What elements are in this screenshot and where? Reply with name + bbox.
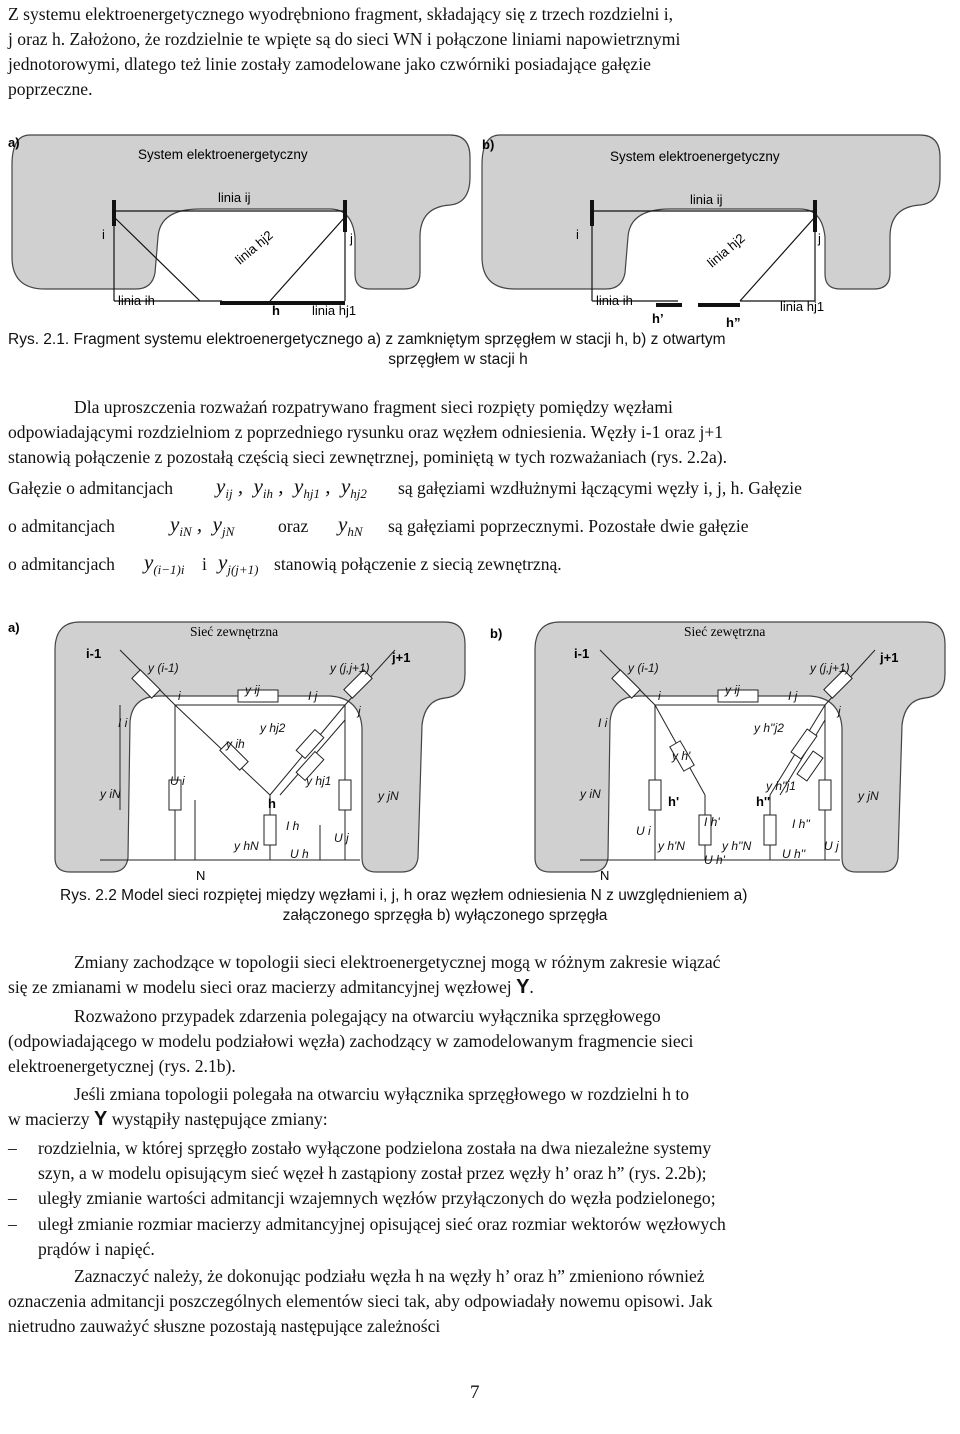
svg-text:I h: I h <box>286 819 300 833</box>
body-line: o admitancjach <box>8 516 115 536</box>
body-line: stanowią połączenie z pozostałą częścią sieci zewnętrznej, pominiętą w tych rozważaniach (rys. 2.2a). <box>8 447 728 467</box>
node-label: h' <box>668 794 680 809</box>
bullet-dash: – <box>8 1214 17 1234</box>
list-line: uległy zmianie wartości admitancji wzajemnych węzłów przyłączonych do węzła podzielonego; <box>38 1188 716 1208</box>
node-label: N <box>600 868 610 883</box>
admittance-formula: $y_{iN}$ , $y_{jN}$ <box>170 512 235 539</box>
figure-2-1 <box>0 125 960 335</box>
admittance-formula: $y_{(i-1)i}$ <box>144 550 185 577</box>
svg-text:U h': U h' <box>704 853 725 867</box>
line-label: linia ij <box>218 190 251 205</box>
svg-text:y iN: y iN <box>100 787 121 801</box>
panel-label: a) <box>8 135 20 150</box>
list-item <box>38 1212 894 1262</box>
svg-text:y h''j1: y h''j1 <box>766 779 796 793</box>
node-label: j <box>818 231 821 246</box>
svg-text:I i: I i <box>118 716 128 730</box>
caption-text: Fragment systemu elektroenergetycznego a) z zamkniętym sprzęgłem w stacji h, b) z otwartym <box>69 331 726 348</box>
svg-text:y ij: y ij <box>245 683 260 697</box>
svg-text:y hj2: y hj2 <box>260 721 286 735</box>
svg-text:y hj1: y hj1 <box>306 774 332 788</box>
svg-text:j: j <box>838 704 841 718</box>
list-line: rozdzielnia, w której sprzęgło zostało wyłączone podzielona została na dwa niezależne systemy <box>38 1138 712 1158</box>
svg-text:i: i <box>658 689 661 703</box>
body-line: Zaznaczyć należy, że dokonując podziału węzła h na węzły h’ oraz h” zmieniono również <box>74 1266 705 1286</box>
node-label: i-1 <box>574 646 590 661</box>
body-paragraph <box>8 1004 894 1079</box>
body-line: oznaczenia admitancji poszczególnych elementów sieci tak, aby odpowiadały nowemu opisowi. Jak <box>8 1291 713 1311</box>
caption-text: załączonego sprzęgła b) wyłączonego sprzęgła <box>282 907 608 924</box>
matrix-symbol: Y <box>516 976 530 998</box>
line-label: linia hj1 <box>780 299 825 314</box>
svg-text:y h'N: y h'N <box>658 839 685 853</box>
admittance-formula: $y_{hN}$ <box>338 512 363 539</box>
node-label: h” <box>726 315 741 330</box>
body-paragraph <box>8 1264 894 1339</box>
panel-label: b) <box>490 626 503 641</box>
svg-text:y (j,j+1): y (j,j+1) <box>330 661 370 675</box>
list-item <box>38 1186 894 1211</box>
svg-text:y iN: y iN <box>580 787 601 801</box>
node-label: i <box>102 227 105 242</box>
panel-label: b) <box>482 137 495 152</box>
svg-text:I i: I i <box>598 716 608 730</box>
intro-line: Z systemu elektroenergetycznego wyodrębniono fragment, składający się z trzech rozdzielni i, <box>8 4 674 24</box>
svg-text:U j: U j <box>334 831 349 845</box>
svg-text:I h': I h' <box>704 815 720 829</box>
svg-text:y (i-1): y (i-1) <box>148 661 179 675</box>
svg-text:y h''j2: y h''j2 <box>754 721 784 735</box>
intro-line: j oraz h. Założono, że rozdzielnie te wpięte są do sieci WN i połączone liniami napowietrznymi <box>8 29 681 49</box>
list-line: szyn, a w modelu opisującym sieć węzeł h zastąpiony został przez węzły h’ oraz h” (rys. 2.2b); <box>38 1163 707 1183</box>
panel-label: a) <box>8 620 20 635</box>
admittance-formula: $y_{j(j+1)}$ <box>218 550 259 577</box>
matrix-symbol: Y <box>93 1108 108 1130</box>
svg-text:j: j <box>358 704 361 718</box>
svg-text:y hN: y hN <box>234 839 259 853</box>
bullet-dash: – <box>8 1138 17 1158</box>
system-label: System elektroenergetyczny <box>138 147 308 162</box>
body-line: (odpowiadającego w modelu podziałowi węzła) zachodzący w zamodelowanym fragmencie sieci <box>8 1031 694 1051</box>
svg-text:y jN: y jN <box>858 789 879 803</box>
caption-text: Rys. 2.2 Model sieci rozpiętej między węzłami i, j, h oraz węzłem odniesienia N z uwzględnieniem a) <box>60 887 748 904</box>
line-label: linia hj1 <box>312 303 357 318</box>
body-line: elektroenergetycznej (rys. 2.1b). <box>8 1056 236 1076</box>
svg-text:y ih: y ih <box>226 737 245 751</box>
node-label: j+1 <box>392 650 411 665</box>
svg-text:U i: U i <box>170 774 185 788</box>
body-line: stanowią połączenie z siecią zewnętrzną. <box>274 554 562 574</box>
figure-2-2 <box>0 610 960 890</box>
body-paragraph <box>8 1082 894 1132</box>
intro-paragraph <box>8 2 894 102</box>
list-line: uległ zmianie rozmiar macierzy admitancyjnej opisującej sieć oraz rozmiar wektorów węzłowych <box>38 1214 726 1234</box>
line-label: linia hj2 <box>704 230 748 271</box>
node-label: h'' <box>756 794 771 809</box>
caption-prefix: Rys. 2.1. <box>8 331 70 348</box>
svg-text:y jN: y jN <box>378 789 399 803</box>
node-label: h’ <box>652 311 664 326</box>
system-label: System elektroenergetyczny <box>610 149 780 164</box>
line-label: linia ih <box>118 293 155 308</box>
intro-line: poprzeczne. <box>8 79 93 99</box>
node-label: N <box>196 868 206 883</box>
node-label: i-1 <box>86 646 102 661</box>
list-item <box>38 1136 894 1186</box>
svg-text:U h'': U h'' <box>782 847 806 861</box>
node-label: h <box>272 303 280 318</box>
figure-caption <box>8 330 908 370</box>
bullet-dash: – <box>8 1188 17 1208</box>
node-label: j <box>350 231 353 246</box>
body-line: nietrudno zauważyć słuszne pozostają następujące zależności <box>8 1316 441 1336</box>
line-label: linia hj2 <box>232 227 276 268</box>
admittance-formula: $y_{ij}$ , $y_{ih}$ , $y_{hj1}$ , $y_{hj2}$ <box>216 474 367 501</box>
body-line: są gałęziami poprzecznymi. Pozostałe dwie gałęzie <box>388 516 749 536</box>
svg-text:U h: U h <box>290 847 309 861</box>
body-line: w macierzy <box>8 1109 90 1129</box>
svg-text:y h': y h' <box>672 749 691 763</box>
page-number: 7 <box>470 1382 480 1403</box>
body-line: Gałęzie o admitancjach <box>8 478 174 498</box>
intro-line: jednotorowymi, dlatego też linie zostały zamodelowane jako czwórniki posiadające gałęzie <box>8 54 651 74</box>
caption-text: sprzęgłem w stacji h <box>388 351 528 368</box>
network-label: Sieć zewętrzna <box>684 624 766 639</box>
body-line: się ze zmianami w modelu sieci oraz macierzy admitancyjnej węzłowej <box>8 977 512 997</box>
svg-text:y (i-1): y (i-1) <box>628 661 659 675</box>
body-paragraph <box>8 395 894 470</box>
svg-text:y ij: y ij <box>725 683 740 697</box>
svg-text:U j: U j <box>824 839 839 853</box>
list-line: prądów i napięć. <box>38 1239 155 1259</box>
network-label: Sieć zewnętrzna <box>190 624 279 639</box>
svg-text:U i: U i <box>636 824 651 838</box>
body-paragraph: Zmiany zachodzące w topologii sieci elektroenergetycznej mogą w różnym zakresie wiązać się ze zmianami w modelu sieci oraz macierzy admitancyjnej węzłowej Y. <box>8 950 894 1000</box>
body-line: oraz <box>278 516 309 536</box>
body-line: Rozważono przypadek zdarzenia polegający na otwarciu wyłącznika sprzęgłowego <box>74 1006 661 1026</box>
svg-text:i: i <box>178 689 181 703</box>
svg-text:I j: I j <box>308 689 318 703</box>
node-label: j+1 <box>880 650 899 665</box>
line-label: linia ij <box>690 192 723 207</box>
body-line: Jeśli zmiana topologii polegała na otwarciu wyłącznika sprzęgłowego w rozdzielni h to <box>74 1084 690 1104</box>
body-line: o admitancjach <box>8 554 115 574</box>
figure-caption <box>60 886 920 926</box>
node-label: h <box>268 796 276 811</box>
svg-text:I j: I j <box>788 689 798 703</box>
body-line: odpowiadającymi rozdzielniom z poprzedniego rysunku oraz węzłem odniesienia. Węzły i-1 oraz j+1 <box>8 422 724 442</box>
body-line: Zmiany zachodzące w topologii sieci elektroenergetycznej mogą w różnym zakresie wiązać <box>74 952 721 972</box>
line-label: linia ih <box>596 293 633 308</box>
body-line: i <box>202 554 207 574</box>
svg-text:y (j,j+1): y (j,j+1) <box>810 661 850 675</box>
node-label: i <box>576 227 579 242</box>
body-line: są gałęziami wzdłużnymi łączącymi węzły i, j, h. Gałęzie <box>398 478 802 498</box>
body-line: wystąpiły następujące zmiany: <box>111 1109 328 1129</box>
body-line: Dla uproszczenia rozważań rozpatrywano fragment sieci rozpięty pomiędzy węzłami <box>74 397 673 417</box>
svg-text:y h''N: y h''N <box>722 839 752 853</box>
svg-text:I h'': I h'' <box>792 817 810 831</box>
